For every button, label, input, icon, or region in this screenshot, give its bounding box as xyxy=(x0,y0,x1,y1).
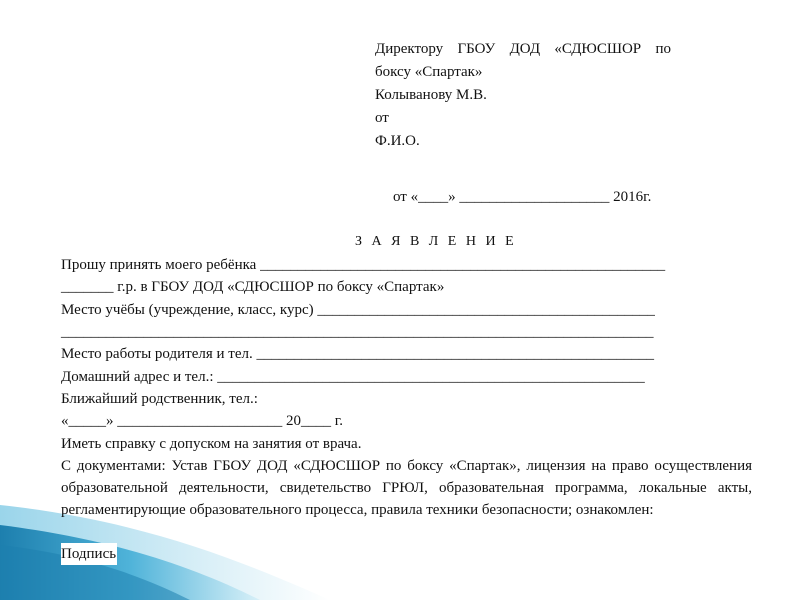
field-date: «_____» ______________________ 20____ г. xyxy=(61,413,343,429)
field-relative: Ближайший родственник, тел.: xyxy=(61,391,258,407)
field-parent-work: Место работы родителя и тел. _____________________________________________________ xyxy=(61,346,654,362)
signature-label: Подпись xyxy=(61,543,117,565)
application-date-line: от «____» ____________________ 2016г. xyxy=(393,189,652,205)
addressee-line-director: Директору ГБОУ ДОД «СДЮСШОР по xyxy=(375,41,671,57)
documents-acknowledgement: С документами: Устав ГБОУ ДОД «СДЮСШОР по боксу «Спартак», лицензия на право осуществления образовательной деятельности, свидетельство ГРЮЛ, образовательная программа, локальные акты, регламентирующие образовательного процесса, правила техники безопасности; ознакомлен: xyxy=(61,458,752,518)
field-study-place-continued: _______________________________________________________________________________ xyxy=(61,324,654,340)
field-birth-year: _______ г.р. в ГБОУ ДОД «СДЮСШОР по боксу «Спартак» xyxy=(61,279,445,295)
field-study-place: Место учёбы (учреждение, класс, курс) _____________________________________________ xyxy=(61,302,655,318)
addressee-line-from: от xyxy=(375,110,389,126)
addressee-line-school: боксу «Спартак» xyxy=(375,64,483,80)
field-home-address: Домашний адрес и тел.: _________________________________________________________ xyxy=(61,369,645,385)
addressee-line-fio: Ф.И.О. xyxy=(375,133,420,149)
field-child-name: Прошу принять моего ребёнка ______________________________________________________ xyxy=(61,257,666,273)
document-title: З А Я В Л Е Н И Е xyxy=(355,234,517,249)
addressee-line-name: Колыванову М.В. xyxy=(375,87,487,103)
addressee-block xyxy=(375,38,671,153)
medical-certificate-note: Иметь справку с допуском на занятия от врача. xyxy=(61,436,362,452)
